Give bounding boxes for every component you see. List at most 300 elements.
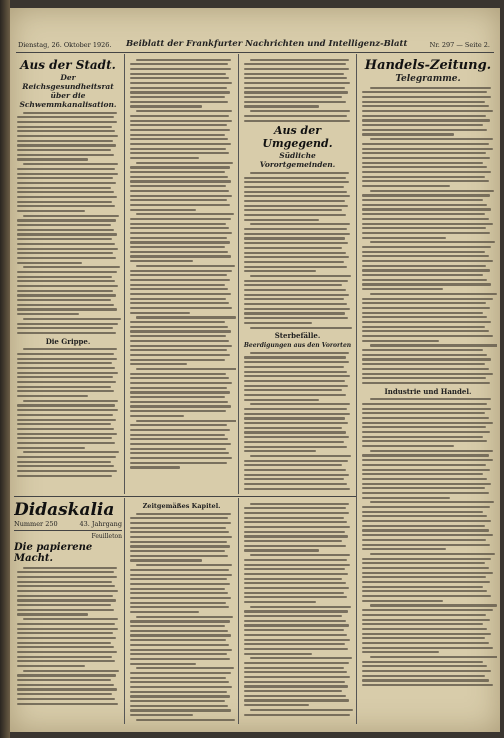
- text-line: [362, 199, 483, 201]
- text-line: [362, 115, 486, 117]
- text-line: [362, 255, 489, 257]
- text-line: [362, 382, 490, 384]
- text-line: [370, 604, 497, 606]
- text-line: [362, 288, 443, 290]
- text-line: [17, 571, 114, 573]
- text-line: [136, 564, 232, 566]
- text-line: [362, 152, 486, 154]
- text-line: [130, 223, 226, 225]
- text-line: [362, 148, 493, 150]
- text-line: [362, 417, 489, 419]
- text-line: [130, 279, 230, 281]
- text-line: [130, 466, 180, 468]
- text-line: [130, 457, 232, 459]
- text-line: [244, 573, 348, 575]
- text-line: [17, 651, 117, 653]
- text-line: [130, 345, 232, 347]
- text-line: [17, 595, 113, 597]
- feuilleton-kicker: Feuilleton: [91, 533, 122, 540]
- article-text: [241, 172, 354, 329]
- text-line: [362, 326, 485, 328]
- text-line: [130, 166, 230, 168]
- text-line: [362, 679, 489, 681]
- text-line: [130, 517, 228, 519]
- text-line: [244, 568, 345, 570]
- text-line: [362, 651, 439, 653]
- text-line: [362, 129, 487, 131]
- text-line: [130, 574, 232, 576]
- text-line: [130, 63, 228, 65]
- text-line: [244, 73, 344, 75]
- text-line: [244, 624, 349, 626]
- text-line: [130, 649, 232, 651]
- text-line: [244, 219, 319, 221]
- text-line: [362, 119, 490, 121]
- text-line: [17, 248, 118, 250]
- text-line: [17, 323, 118, 325]
- text-line: [362, 529, 489, 531]
- text-line: [362, 349, 483, 351]
- text-line: [130, 639, 226, 641]
- feuilleton-didaskalia: [14, 500, 122, 724]
- text-line: [244, 195, 350, 197]
- article-text: [14, 567, 122, 705]
- text-line: [17, 224, 111, 226]
- text-line: [362, 469, 490, 471]
- text-line: [250, 352, 348, 354]
- text-line: [130, 620, 230, 622]
- text-line: [17, 628, 118, 630]
- text-line: [244, 582, 346, 584]
- text-line: [362, 251, 485, 253]
- text-line: [362, 478, 487, 480]
- text-line: [17, 285, 118, 287]
- text-line: [17, 623, 115, 625]
- text-line: [17, 604, 111, 606]
- column-rule: [238, 498, 239, 724]
- text-line: [362, 665, 487, 667]
- text-line: [130, 559, 202, 561]
- text-line: [17, 173, 118, 175]
- text-line: [23, 451, 119, 453]
- text-line: [362, 237, 446, 239]
- column-surroundings: [241, 56, 354, 494]
- text-line: [362, 670, 491, 672]
- text-line: [17, 121, 117, 123]
- text-line: [362, 515, 487, 517]
- text-line: [17, 423, 111, 425]
- text-line: [362, 194, 490, 196]
- article-heading: Zeitgemäßes Kapitel.: [142, 502, 221, 510]
- masthead-title: Beiblatt der Frankfurter Nachrichten und Intelligenz-Blatt: [126, 39, 408, 49]
- text-line: [250, 223, 350, 225]
- text-line: [130, 241, 230, 243]
- text-line: [130, 232, 232, 234]
- text-line: [370, 656, 497, 658]
- text-line: [130, 270, 232, 272]
- text-line: [17, 414, 113, 416]
- text-line: [244, 535, 348, 537]
- text-line: [130, 115, 229, 117]
- text-line: [362, 171, 491, 173]
- text-line: [362, 162, 483, 164]
- text-line: [244, 695, 346, 697]
- text-line: [362, 548, 446, 550]
- text-line: [130, 101, 228, 103]
- text-line: [244, 469, 346, 471]
- text-line: [244, 252, 346, 254]
- text-line: [244, 460, 348, 462]
- article-heading: Industrie und Handel.: [384, 386, 472, 396]
- text-line: [130, 134, 225, 136]
- text-line: [130, 373, 226, 375]
- text-line: [362, 260, 493, 262]
- text-line: [130, 691, 227, 693]
- text-line: [362, 511, 483, 513]
- text-line: [130, 597, 231, 599]
- text-line: [362, 213, 485, 215]
- text-line: [244, 317, 348, 319]
- text-line: [244, 436, 349, 438]
- text-line: [17, 465, 114, 467]
- text-line: [362, 354, 487, 356]
- text-line: [130, 124, 227, 126]
- text-line: [130, 148, 226, 150]
- text-line: [130, 349, 227, 351]
- text-line: [244, 564, 350, 566]
- text-line: [17, 187, 111, 189]
- text-line: [17, 332, 116, 334]
- text-line: [130, 550, 225, 552]
- text-line: [250, 503, 348, 505]
- section-heading: Handels-Zeitung.: [364, 58, 492, 73]
- text-line: [244, 322, 312, 324]
- text-line: [23, 618, 118, 620]
- text-line: [362, 684, 493, 686]
- text-line: [130, 227, 229, 229]
- text-line: [244, 620, 346, 622]
- text-line: [17, 243, 115, 245]
- text-line: [362, 157, 490, 159]
- page-edge: [0, 0, 10, 738]
- text-line: [23, 670, 119, 672]
- text-line: [362, 623, 483, 625]
- text-line: [362, 110, 493, 112]
- text-line: [17, 665, 85, 667]
- text-line: [17, 581, 112, 583]
- text-line: [244, 704, 309, 706]
- article-text: [359, 398, 497, 686]
- text-line: [130, 705, 228, 707]
- text-line: [244, 181, 349, 183]
- text-line: [250, 657, 352, 659]
- text-line: [362, 436, 483, 438]
- text-line: [362, 483, 491, 485]
- text-line: [17, 698, 115, 700]
- text-line: [362, 576, 486, 578]
- text-line: [17, 428, 114, 430]
- text-line: [17, 233, 117, 235]
- text-line: [244, 105, 319, 107]
- text-line: [362, 628, 487, 630]
- column-rule: [124, 54, 125, 494]
- text-line: [244, 294, 349, 296]
- text-line: [130, 138, 228, 140]
- text-line: [17, 252, 113, 254]
- text-line: [130, 377, 229, 379]
- text-line: [130, 434, 225, 436]
- text-line: [17, 276, 112, 278]
- article-heading: Sterbefälle.: [274, 331, 321, 341]
- text-line: [370, 344, 497, 346]
- text-line: [362, 246, 491, 248]
- text-line: [250, 327, 352, 329]
- text-line: [17, 177, 113, 179]
- text-line: [362, 133, 454, 135]
- text-line: [17, 313, 79, 315]
- text-line: [17, 688, 117, 690]
- text-line: [130, 555, 228, 557]
- text-line: [130, 180, 231, 182]
- text-line: [244, 380, 345, 382]
- text-line: [17, 404, 115, 406]
- text-line: [244, 578, 342, 580]
- text-line: [362, 283, 491, 285]
- text-line: [17, 461, 111, 463]
- article-text: [241, 352, 354, 490]
- text-line: [244, 512, 349, 514]
- column-business: [359, 56, 497, 724]
- article-text: [127, 513, 236, 724]
- text-line: [244, 312, 345, 314]
- text-line: [17, 154, 114, 156]
- text-line: [362, 647, 493, 649]
- text-line: [362, 506, 490, 508]
- text-line: [244, 63, 346, 65]
- text-line: [130, 176, 228, 178]
- text-line: [244, 237, 345, 239]
- text-line: [362, 422, 493, 424]
- text-line: [362, 431, 490, 433]
- text-line: [130, 569, 229, 571]
- text-line: [130, 105, 202, 107]
- text-line: [130, 672, 231, 674]
- text-line: [244, 507, 346, 509]
- text-line: [130, 387, 227, 389]
- text-line: [244, 545, 346, 547]
- text-line: [362, 101, 485, 103]
- text-line: [362, 454, 489, 456]
- text-line: [130, 251, 228, 253]
- text-line: [130, 592, 228, 594]
- text-line: [362, 572, 493, 574]
- text-line: [17, 158, 88, 160]
- text-line: [244, 375, 350, 377]
- text-line: [17, 280, 115, 282]
- text-line: [250, 606, 351, 608]
- text-line: [17, 135, 118, 137]
- feuilleton-meta: [14, 520, 122, 528]
- text-line: [250, 275, 351, 277]
- text-line: [244, 531, 345, 533]
- text-line: [17, 585, 115, 587]
- text-line: [244, 634, 347, 636]
- text-line: [17, 294, 116, 296]
- text-line: [17, 130, 115, 132]
- text-line: [130, 120, 232, 122]
- text-line: [362, 562, 485, 564]
- text-line: [244, 450, 316, 452]
- text-line: [130, 714, 193, 716]
- text-line: [17, 442, 115, 444]
- text-line: [130, 91, 230, 93]
- text-line: [244, 361, 349, 363]
- text-line: [362, 675, 485, 677]
- text-line: [362, 609, 493, 611]
- text-line: [362, 567, 489, 569]
- text-line: [136, 162, 233, 164]
- text-line: [130, 709, 231, 711]
- text-line: [362, 595, 491, 597]
- text-line: [362, 340, 439, 342]
- text-line: [17, 168, 115, 170]
- text-line: [244, 385, 348, 387]
- text-line: [130, 396, 225, 398]
- text-line: [17, 395, 88, 397]
- text-line: [23, 400, 118, 402]
- text-line: [17, 590, 118, 592]
- text-line: [244, 596, 347, 598]
- text-line: [370, 138, 493, 140]
- text-line: [362, 208, 491, 210]
- text-line: [244, 209, 342, 211]
- column-rule: [356, 54, 357, 724]
- text-line: [250, 59, 348, 61]
- text-line: [17, 238, 112, 240]
- text-line: [17, 475, 112, 477]
- text-line: [17, 679, 111, 681]
- text-line: [17, 613, 88, 615]
- text-line: [250, 554, 350, 556]
- text-line: [244, 549, 319, 551]
- text-line: [130, 284, 225, 286]
- text-line: [244, 366, 344, 368]
- text-line: [362, 96, 491, 98]
- text-line: [130, 298, 226, 300]
- text-line: [362, 619, 490, 621]
- text-line: [130, 171, 225, 173]
- text-line: [23, 266, 120, 268]
- text-line: [17, 456, 116, 458]
- text-line: [244, 478, 344, 480]
- text-line: [244, 205, 348, 207]
- text-line: [362, 661, 483, 663]
- text-line: [130, 288, 228, 290]
- text-line: [130, 255, 231, 257]
- text-line: [17, 660, 115, 662]
- text-line: [130, 438, 228, 440]
- text-line: [130, 246, 225, 248]
- text-line: [130, 536, 232, 538]
- text-line: [17, 358, 117, 360]
- text-line: [244, 629, 344, 631]
- article-subheading: Beerdigungen aus den Vororten: [243, 342, 352, 350]
- text-line: [130, 415, 184, 417]
- text-line: [244, 422, 348, 424]
- text-line: [130, 658, 230, 660]
- text-line: [17, 144, 116, 146]
- text-line: [370, 398, 491, 400]
- text-line: [362, 218, 489, 220]
- section-heading: Aus der Stadt.: [20, 58, 116, 72]
- text-line: [17, 632, 113, 634]
- text-line: [130, 410, 226, 412]
- text-line: [17, 201, 112, 203]
- text-line: [17, 116, 114, 118]
- text-line: [130, 185, 226, 187]
- text-line: [17, 182, 116, 184]
- text-line: [244, 526, 350, 528]
- text-line: [362, 321, 491, 323]
- text-line: [362, 426, 486, 428]
- text-line: [130, 545, 230, 547]
- text-line: [244, 714, 350, 716]
- text-line: [244, 101, 346, 103]
- text-line: [136, 719, 235, 721]
- column-rule: [124, 498, 125, 724]
- text-line: [244, 662, 349, 664]
- text-line: [362, 492, 489, 494]
- text-line: [362, 363, 485, 365]
- masthead-page-info: Nr. 297 — Seite 2.: [429, 41, 490, 49]
- text-line: [244, 371, 347, 373]
- text-line: [17, 271, 117, 273]
- text-line: [250, 110, 350, 112]
- text-line: [362, 600, 443, 602]
- text-line: [362, 445, 454, 447]
- text-line: [370, 501, 494, 503]
- text-line: [244, 643, 345, 645]
- feuilleton-title: Didaskalia: [14, 500, 115, 520]
- text-line: [362, 298, 493, 300]
- text-line: [130, 302, 229, 304]
- text-line: [17, 149, 111, 151]
- text-line: [362, 544, 490, 546]
- text-line: [244, 303, 347, 305]
- text-line: [17, 196, 117, 198]
- text-line: [130, 359, 225, 361]
- text-line: [362, 373, 493, 375]
- text-line: [130, 340, 229, 342]
- text-line: [17, 353, 114, 355]
- text-line: [244, 91, 348, 93]
- text-line: [130, 602, 226, 604]
- text-line: [244, 77, 347, 79]
- text-line: [17, 126, 112, 128]
- text-line: [244, 298, 344, 300]
- text-line: [130, 606, 229, 608]
- text-line: [17, 656, 112, 658]
- text-line: [23, 567, 117, 569]
- text-line: [244, 256, 349, 258]
- text-line: [362, 377, 486, 379]
- text-line: [244, 639, 350, 641]
- text-line: [244, 87, 345, 89]
- text-line: [362, 91, 487, 93]
- text-line: [17, 390, 114, 392]
- text-line: [136, 316, 236, 318]
- text-line: [244, 648, 348, 650]
